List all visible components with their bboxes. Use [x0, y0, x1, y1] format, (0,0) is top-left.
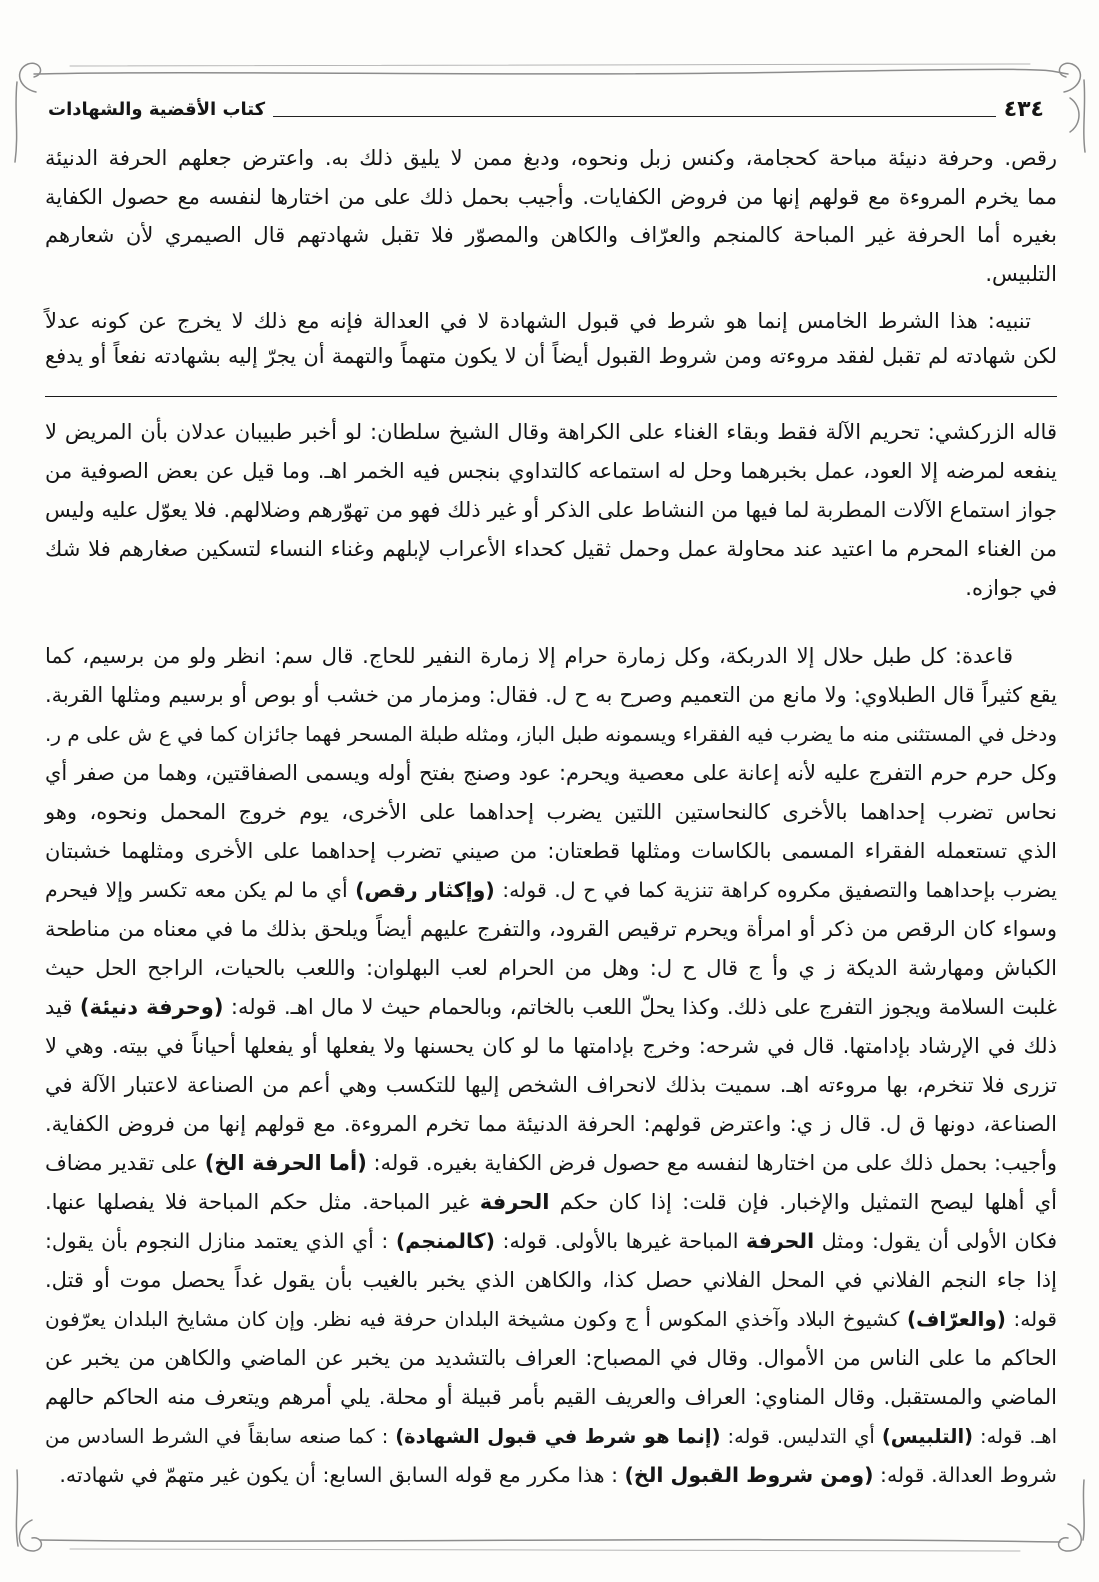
page-number: ٤٣٤ [1003, 97, 1044, 122]
frame-top-inner-line [70, 64, 1030, 66]
text-segment: غلبت السلامة ويجوز التفرج على ذلك. وكذا يحلّ اللعب بالخاتم، وبالحمام حيث لا مال اهـ. قوله: [223, 995, 1057, 1019]
text-line: الذي تستعمله الفقراء المسمى بالكاسات ومثلها قطعتان: من صيني تضرب إحداهما على الأخرى ومثلهما خشبتان [45, 839, 1057, 863]
text-segment: وأجيب: بحمل ذلك على من اختارها لنفسه مع حصول فرض الكفاية بغيره. قوله: [366, 1151, 1058, 1175]
quoted-term: (والعرّاف) [907, 1307, 1006, 1331]
text-line [45, 1222, 1057, 1261]
text-line: نحاس تضرب إحداهما بالأخرى كالنحاستين اللتين يضرب إحداهما على الأخرى، يوم خروج المحمل ونحوه، وهو [45, 800, 1057, 824]
text-line: إذا جاء النجم الفلاني في المحل الفلاني حصل كذا، والكاهن الذي يخبر بالغيب بأن يقول غداً يحصل موت أو قتل. [45, 1268, 1057, 1292]
text-segment: قوله: [1005, 1307, 1057, 1331]
text-line: ينفعه لمرضه إلا العود، عمل بخبرهما وحل له استماعه كالتداوي بنجس فيه الخمر اهـ. وما قيل عن بعض الصوفية من [45, 459, 1057, 483]
text-segment: المباحة غيرها بالأولى. قوله: [494, 1229, 747, 1253]
quoted-term: (وإكثار رقص) [355, 878, 495, 902]
quoted-term: (التلبيس) [881, 1425, 974, 1448]
text-line: قاعدة: كل طبل حلال إلا الدربكة، وكل زمارة حرام إلا زمارة النفير للحاج. قال سم: انظر ولو من برسيم، كما [45, 644, 1013, 668]
running-header [48, 94, 1044, 126]
text-segment: قيد [45, 995, 80, 1019]
text-line [45, 1144, 1057, 1183]
frame-right-bottom-edge [1083, 1480, 1084, 1540]
text-segment: اهـ. قوله: [973, 1425, 1057, 1448]
quoted-term: (وحرفة دنيئة) [79, 995, 224, 1019]
text-segment: يضرب بإحداهما والتصفيق مكروه كراهة تنزية كما في ح ل. قوله: [494, 878, 1057, 902]
text-segment: : أي الذي يعتمد منازل النجوم بأن يقول: [45, 1229, 396, 1253]
quoted-term: (ومن شروط القبول الخ) [624, 1463, 874, 1487]
text-line: وكل حرم حرم التفرج عليه لأنه إعانة على معصية ويحرم: عود وصنج بفتح أوله ويسمى الصفاقتين، وهما من صفر أي [45, 761, 1057, 785]
frame-top-border [34, 69, 1068, 74]
text-line: الصناعة، دونها ق ل. قال ز ي: واعترض قولهم: الحرفة الدنيئة مما تخرم المروءة. مع قولهم إنها من فروض الكفاية. [45, 1112, 1057, 1136]
frame-top-left-curl [20, 63, 41, 92]
text-segment: : هذا مكرر مع قوله السابق السابع: أن يكون غير متهمّ في شهادته. [59, 1463, 625, 1487]
frame-top-right-curl [1059, 63, 1080, 92]
book-title: كتاب الأقضية والشهادات [48, 99, 266, 120]
text-line: ذلك في الإرشاد بإدامتها. قال في شرحه: وخرج بإدامتها ما لو كان يحسنها ولا يفعلها أو يفعلها أحياناً في بيته. وهي لا [45, 1034, 1057, 1058]
text-line: من الغناء المحرم ما اعتيد عند محاولة عمل وحمل ثقيل كحداء الأعراب لإبلهم وغناء النساء لتسكين صغارهم فلا شك [45, 537, 1057, 561]
section-divider [45, 396, 1057, 397]
header-rule [273, 116, 996, 117]
commentary-text [45, 637, 1057, 1495]
text-line [45, 871, 1057, 910]
frame-bottom-left-curl [19, 1520, 41, 1551]
text-segment: : كما صنعه سابقاً في الشرط السادس من [45, 1425, 396, 1448]
text-segment: غير المباحة. مثل حكم المباحة فلا يفصلها عنها. [45, 1190, 480, 1214]
frame-bottom-inner-line [70, 1549, 1020, 1551]
text-line: رقص. وحرفة دنيئة مباحة كحجامة، وكنس زبل ونحوه، ودبغ ممن لا يليق ذلك به. واعترض جعلهم الحرفة الدنيئة [45, 146, 1057, 170]
text-segment: أي ما لم يكن معه تكسر وإلا فيحرم [45, 878, 356, 902]
text-line: يقع كثيراً قال الطبلاوي: ولا مانع من التعميم وصرح به ح ل. فقال: ومزمار من خشب أو بوص أو برسيم ومثلها القربة. [45, 683, 1057, 707]
main-text-paragraph-2 [45, 304, 1057, 374]
text-line: الكباش ومهارشة الديكة ز ي وأ ج قال ح ل: وهل من الحرام لعب البهلوان: واللعب بالحيات، الراجح الحل حيث [45, 956, 1057, 980]
frame-right-top-edge [1084, 80, 1085, 152]
text-line: الماضي والمستقبل. وقال المناوي: العراف والعريف القيم بأمر قبيلة أو محلة. يلي أمرهم ويتعرف منه الحاكم حالهم [45, 1385, 1057, 1409]
text-line: لكن شهادته لم تقبل لفقد مروءته ومن شروط القبول أيضاً أن لا يكون متهماً والتهمة أن يجرّ إليه بشهادته نفعاً أو يدفع [45, 344, 1057, 368]
emphasized-term: الحرفة [746, 1229, 815, 1253]
frame-bottom-right-curl [1059, 1524, 1082, 1551]
text-segment: فكان الأولى أن يقول: ومثل [814, 1229, 1058, 1253]
text-segment: أي التدليس. قوله: [720, 1425, 882, 1448]
text-line: وسواء كان الرقص من ذكر أو امرأة ويحرم ترقيص القرود، والتفرج عليهم أيضاً ويلحق بذلك ما في معناه من مناطحة [45, 917, 1057, 941]
frame-right-bracket [1070, 98, 1079, 132]
main-text-paragraph-1 [45, 139, 1057, 293]
text-line [45, 1417, 1057, 1456]
quoted-term: (كالمنجم) [395, 1229, 495, 1253]
emphasized-term: الحرفة [479, 1190, 550, 1214]
text-line: تزرى فلا تنخرم، بها مروءته اهـ. سميت بذلك لانحراف الشخص إليها للتكسب وهي أعم من الصناعة لاعتبار الآلة في [45, 1073, 1057, 1097]
text-segment: كشيوخ البلاد وآخذي المكوس أ ج وكون مشيخة البلدان حرفة فيه نظر. وإن كان مشايخ البلدان يعرّفون [45, 1307, 908, 1331]
frame-left-top-edge [15, 82, 17, 162]
frame-left-bottom-edge [16, 1470, 18, 1546]
quoted-term: (إنما هو شرط في قبول الشهادة) [395, 1425, 721, 1448]
text-line: جواز استماع الآلات المطربة لما فيها من النشاط على الذكر أو غير ذلك فهو من تهوّرهم وضلالهم. فلا يعوّل عليه وليس [45, 498, 1057, 522]
text-segment: على تقدير مضاف [45, 1151, 205, 1175]
text-line: مما يخرم المروءة مع قولهم إنها من فروض الكفايات. وأجيب بحمل ذلك على من اختارها لنفسه مع حصول الكفاية [45, 184, 1057, 209]
text-segment: أي أهلها ليصح التمثيل والإخبار. فإن قلت: إذا كان حكم [549, 1190, 1057, 1214]
text-line [45, 1456, 1057, 1495]
text-line: في جوازه. [965, 576, 1057, 600]
text-line: ودخل في المستثنى منه ما يضرب فيه الفقراء ويسمونه طبل الباز، ومثله طبلة المسحر فهما جائزان كما في ع ش على م ر. [45, 722, 1057, 746]
text-line: قاله الزركشي: تحريم الآلة فقط وبقاء الغناء على الكراهة وقال الشيخ سلطان: لو أخبر طبيبان عدلان بأن المريض لا [45, 420, 1057, 444]
text-line: بغيره أما الحرفة غير المباحة كالمنجم والعرّاف والكاهن والمصوّر فلا تقبل شهادتهم قال الصيمري لأن شعارهم [45, 223, 1057, 247]
text-line [45, 1300, 1057, 1339]
text-line: الحاكم ما على الناس من الأموال. وقال في المصباح: العراف بالتشديد من يخبر عن الماضي والكاهن من يخبر عن [45, 1346, 1057, 1370]
text-line [45, 988, 1057, 1027]
footnote-text [45, 413, 1057, 608]
text-line: تنبيه: هذا الشرط الخامس إنما هو شرط في قبول الشهادة لا في العدالة فإنه مع ذلك لا يخرج عن كونه عدلاً [45, 309, 1031, 333]
text-line: التلبيس. [985, 261, 1057, 286]
quoted-term: (أما الحرفة الخ) [204, 1151, 367, 1175]
frame-bottom-border [40, 1540, 1060, 1542]
text-segment: شروط العدالة. قوله: [873, 1463, 1057, 1487]
text-line [45, 1183, 1057, 1222]
